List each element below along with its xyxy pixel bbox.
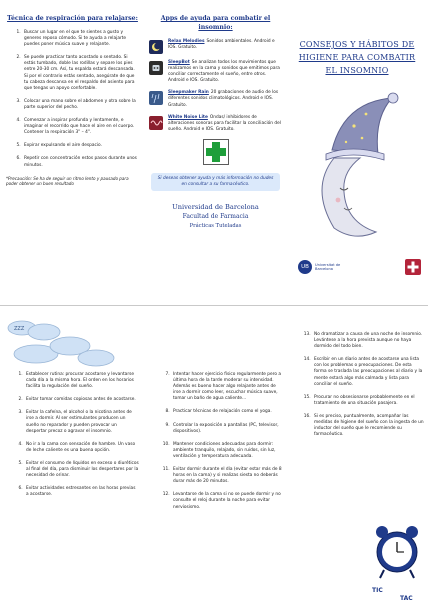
sleeping-moon-icon bbox=[304, 92, 414, 242]
app-item bbox=[149, 115, 282, 133]
rain-app-icon bbox=[149, 91, 163, 105]
relaxation-footnote: *Precaución: Se ha de seguir un ritmo lento y pausado para poder obtener un buen resultado bbox=[6, 175, 129, 187]
brochure-inner-page bbox=[0, 306, 428, 615]
advice-item: 8. Practicar técnicas de relajación como el yoga. bbox=[171, 409, 282, 415]
relaxation-steps bbox=[6, 30, 139, 169]
practicas-label: Prácticas Tuteladas bbox=[189, 222, 242, 229]
moon-app-icon bbox=[149, 40, 163, 54]
app-desc: Sonidos ambientales. Android e IOS. Gratuito. bbox=[168, 39, 275, 51]
advice-item: 13. No dramatizar a causa de una noche de insomnio. Levántese a la hora prevista aunque no haya dormido del todo bien. bbox=[312, 332, 424, 350]
apps-title: Apps de ayuda para combatir el insomnio: bbox=[160, 15, 271, 31]
app-item bbox=[149, 60, 282, 84]
app-name[interactable]: White Noise Lite bbox=[168, 114, 208, 120]
university-block bbox=[149, 203, 282, 229]
clock-tic-label: TIC bbox=[372, 587, 383, 594]
pharmacy-cross-wrap bbox=[149, 139, 282, 169]
relaxation-step: 5. Expirar expulsando el aire despacio. bbox=[22, 143, 139, 149]
advice-list-1 bbox=[8, 372, 139, 498]
alarm-clock-icon bbox=[370, 512, 424, 604]
pharmacy-cross-icon bbox=[203, 139, 229, 165]
university-name: Universidad de Barcelona bbox=[172, 202, 259, 211]
cover-title: CONSEJOS Y HÁBITOS DE HIGIENE PARA COMBATIR EL INSOMNIO bbox=[298, 40, 416, 75]
advice-item: 3. Evitar la cafeína, el alcohol o la nicotina antes de irse a dormir. Al ser estimulantes producen un sueño no reparador y pueden provocar un despertar precoz o agravar el insomnio. bbox=[24, 410, 139, 434]
advice-item: 7. Intentar hacer ejercicio físico regularmente pero a última hora de la tarde moderar su intensidad. Además es bueno hacer algo relajante antes de irse a dormir como leer, escuchar música suave, tomar un baño de agua caliente... bbox=[171, 372, 282, 402]
relaxation-column bbox=[0, 0, 143, 305]
faculty-logo-icon bbox=[404, 258, 422, 276]
advice-item: 4. No ir a la cama con sensación de hambre. Un vaso de leche caliente es una buena opción. bbox=[24, 442, 139, 454]
contact-note: Si deseas obtener ayuda y más información no dudes en consultar a su farmacéutico. bbox=[151, 173, 280, 191]
advice-item: 6. Evitar actividades estresantes en las horas previas a acostarse. bbox=[24, 486, 139, 498]
relaxation-step: 4. Comenzar a inspirar profunda y lentamente, e imaginar el recorrido que hace el aire en el cuerpo. Contener la respiración 3" – 4". bbox=[22, 118, 139, 136]
app-name[interactable]: Sleepmaker Rain bbox=[168, 90, 209, 96]
relaxation-step: 1. Buscar un lugar en el que te sientes a gusto y generes reposo cómodo. Si te ayuda a relajarte puedes poner música suave y relajante. bbox=[22, 30, 139, 48]
app-item bbox=[149, 90, 282, 108]
cloud-zzz: ZZZ bbox=[14, 326, 25, 332]
advice-item: 1. Establecer rutina: procurar acostarse y levantarse cada día a la misma hora. El orden en los horarios facilita la regulación del sueño. bbox=[24, 372, 139, 390]
brochure-outer-page bbox=[0, 0, 428, 306]
advice-item: 16. Si es preciso, puntualmente, acompañar las medidas de higiene del sueño con la ingesta de un inductor del sueño que le recomiende su farmacéutico. bbox=[312, 414, 424, 438]
advice-item: 11. Evitar dormir durante el día (evitar estar más de 8 horas en la cama) y si realizas siesta no deberás durar más de 20 minutos. bbox=[171, 467, 282, 485]
advice-item: 12. Levantarse de la cama si no se puede dormir y no consulte el reloj durante la noche para evitar nerviosismo. bbox=[171, 492, 282, 510]
robot-app-icon bbox=[149, 61, 163, 75]
ub-logo-mark: UB bbox=[298, 260, 312, 274]
relaxation-step: 3. Colocar una mano sobre el abdomen y otra sobre la parte superior del pecho. bbox=[22, 99, 139, 111]
app-item bbox=[149, 39, 282, 54]
relaxation-title: Técnica de respiración para relajarse: bbox=[7, 15, 138, 22]
ub-logo-text: Universitat de Barcelona bbox=[315, 262, 341, 271]
advice-column-2 bbox=[143, 306, 286, 615]
advice-item: 15. Procurar no obsesionarse probablemente en el tratamiento de una situación pasajera. bbox=[312, 395, 424, 407]
app-name[interactable]: Relax Melodies bbox=[168, 39, 205, 44]
faculty-name: Facultad de Farmacia bbox=[182, 212, 249, 220]
advice-item: 10. Mantener condiciones adecuadas para dormir: ambiente tranquilo, relajado, sin ruidos, sin luz, ventilación y temperatura adecuada. bbox=[171, 442, 282, 460]
apps-column bbox=[143, 0, 286, 305]
advice-item: 14. Escribir en un diario antes de acostarse una lista con los problemas o preocupaciones. De esta forma se traslada las preocupaciones al diario y la mente estará algo más calmada y lista para conciliar el sueño. bbox=[312, 357, 424, 387]
ub-logo bbox=[298, 260, 359, 274]
cover-column bbox=[286, 0, 428, 305]
relaxation-step: 6. Repetir con concentración estos pasos durante unos minutos. bbox=[22, 156, 139, 168]
app-desc: 20 grabaciones de audio de los diferentes sonidos climatológicos. Android e IOS. Gratuito. bbox=[168, 90, 279, 108]
logos-row bbox=[298, 254, 422, 280]
advice-item: 5. Evitar el consumo de líquidos en exceso o diuréticos al final del día, para disminuir los despertares por la necesidad de orinar. bbox=[24, 461, 139, 479]
clock-tac-label: TAC bbox=[400, 595, 413, 602]
app-desc: Se analizan todos los movimientos que realizamos en la cama y sonidos que emitimos para conciliar correctamente el sueño, entre otros. Android e IOS. Gratuito. bbox=[168, 60, 280, 84]
advice-list-2 bbox=[155, 372, 282, 511]
advice-column-1 bbox=[0, 306, 143, 615]
advice-item: 9. Controlar la exposición a pantallas (PC, televisor, dispositivos). bbox=[171, 423, 282, 435]
advice-list-3 bbox=[296, 332, 424, 438]
advice-item: 2. Evitar tomar comidas copiosas antes de acostarse. bbox=[24, 397, 139, 403]
white-noise-app-icon bbox=[149, 116, 163, 130]
app-name[interactable]: SleepBot bbox=[168, 60, 190, 65]
relaxation-step: 2. Se puede practicar tanto acostado o sentado. Si estás tumbado, doble las rodillas y separe los pies entre 20-30 cm. Así, tu espalda estará descansada. Si por el contrario estás sentado, asegúrate de que tu cabeza descansa en el respaldo del asiento para que tengas un apoyo confortable. bbox=[22, 55, 139, 92]
advice-column-3 bbox=[286, 306, 428, 615]
app-desc: Ondas/ inhibidores de alteraciones sonoras para facilitar la conciliación del sueño. Android e IOS. Gratuito. bbox=[168, 114, 281, 132]
